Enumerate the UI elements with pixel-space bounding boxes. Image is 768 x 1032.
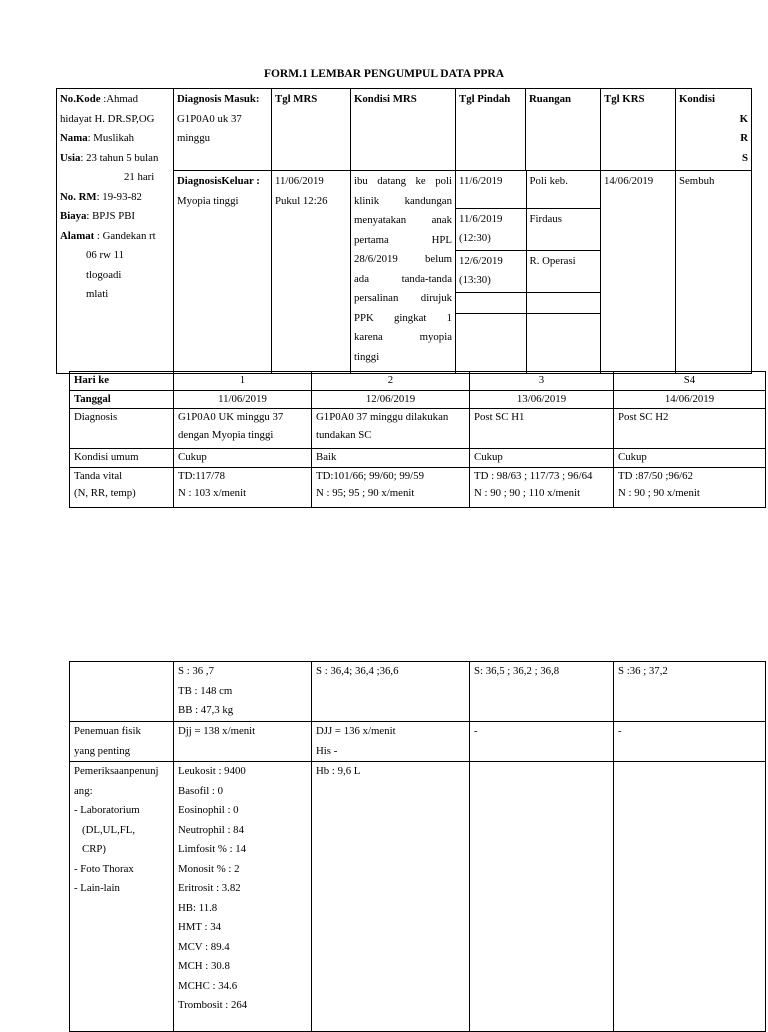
pindah-cell [456, 171, 601, 374]
day-fisik-cell [312, 722, 470, 762]
day-vital-cont [174, 662, 312, 722]
vital-s: S: 36,5 ; 36,2 ; 36,8 [470, 662, 614, 722]
admission-table [56, 88, 752, 374]
vital-td: TD:101/66; 99/60; 99/59 [316, 469, 424, 482]
pindah-subtable [456, 171, 601, 373]
lab-value: Basofil : 0 [178, 784, 223, 797]
lab-value: HMT : 34 [178, 921, 221, 933]
penunjang-label: - Lain-lain [74, 882, 120, 894]
penunjang-label-cell [70, 762, 174, 1032]
kondisi-mrs-line: ibu datang ke poli [354, 175, 452, 187]
day-number: 1 [174, 372, 312, 391]
lab-day3 [470, 762, 614, 1032]
kode-value: :Ahmad hidayat H. DR.SP,OG [60, 93, 155, 125]
lab-values-cell [174, 762, 312, 1032]
tgl-mrs-time: Pukul 12:26 [275, 194, 328, 207]
penunjang-label: - Foto Thorax [74, 862, 134, 875]
kondisi-mrs-line: klinik kandungan [354, 194, 452, 207]
form-title: FORM.1 LEMBAR PENGUMPUL DATA PPRA [263, 68, 505, 80]
daily-table [69, 371, 766, 508]
vital-label-sub: (N, RR, temp) [74, 487, 136, 499]
diagnosis-keluar-label: DiagnosisKeluar : [177, 175, 260, 187]
tanggal-label: Tanggal [70, 390, 174, 409]
diagnosis-label: Diagnosis [70, 409, 174, 449]
vital-s: S : 36 ,7 [178, 665, 214, 677]
kondisi-krs-header [676, 89, 752, 171]
kondisi-umum-label: Kondisi umum [70, 449, 174, 468]
lab-value: Trombosit : 264 [178, 999, 248, 1011]
pindah-tgl [456, 292, 526, 313]
day-fisik: - [470, 722, 614, 762]
vital-label-cell [70, 467, 174, 507]
kondisi-mrs-line: tinggi [354, 350, 380, 363]
vital-n: N : 90 ; 90 x/menit [618, 487, 700, 499]
day-fisik: Djj = 138 x/menit [174, 722, 312, 762]
kondisi-mrs-line: pertama HPL [354, 233, 452, 246]
biaya-label: Biaya [60, 210, 87, 222]
vital-tb: TB : 148 cm [178, 684, 233, 697]
kondisi-mrs-line: PPK gingkat 1 [354, 311, 452, 324]
pindah-ruang [526, 313, 601, 373]
day-date: 13/06/2019 [470, 390, 614, 409]
lab-value: MCH : 30.8 [178, 960, 230, 972]
day-diagnosis: Post SC H1 [470, 409, 614, 449]
diagnosis-masuk-cell [174, 89, 272, 171]
usia-value: : 23 tahun 5 bulan [80, 151, 159, 164]
kondisi-mrs-line: persalinan dirujuk [354, 292, 452, 304]
rm-label: No. RM [60, 190, 97, 203]
lab-value: Eosinophil : 0 [178, 804, 239, 816]
kondisi-mrs-cell [351, 171, 456, 374]
kondisi-label: Kondisi [679, 93, 716, 105]
kondisi-mrs-line: karena myopia [354, 331, 452, 343]
day-fisik: - [614, 722, 766, 762]
kondisi-mrs-line: ada tanda-tanda [354, 272, 452, 285]
day-diagnosis: Post SC H2 [614, 409, 766, 449]
penunjang-label: (DL,UL,FL, [82, 823, 136, 836]
kondisi-mrs-header: Kondisi MRS [351, 89, 456, 171]
vital-bb: BB : 47,3 kg [178, 704, 234, 716]
fisik-label: Penemuan fisik [74, 725, 141, 737]
pindah-ruang: Firdaus [526, 208, 601, 250]
vital-n: N : 95; 95 ; 90 x/menit [316, 487, 415, 499]
day-kondisi: Cukup [470, 449, 614, 468]
kode-label: No.Kode [60, 93, 101, 105]
kondisi-mrs-line: 28/6/2019 belum [354, 253, 452, 265]
lab-value: Leukosit : 9400 [178, 765, 246, 777]
vital-td: TD :87/50 ;96/62 [618, 469, 693, 482]
vital-s: S : 36,4; 36,4 ;36,6 [312, 662, 470, 722]
penunjang-label: ang: [74, 784, 93, 797]
diagnosis-keluar-value: Myopia tinggi [177, 194, 239, 207]
lab-value: Limfosit % : 14 [178, 843, 247, 855]
fisik-his: His - [316, 744, 338, 757]
day-date: 11/06/2019 [174, 390, 312, 409]
day-vital [174, 467, 312, 507]
pindah-tgl: 12/6/2019 (13:30) [456, 250, 526, 292]
diagnosis-masuk-label: Diagnosis Masuk: [177, 93, 260, 105]
pindah-ruang: R. Operasi [526, 250, 601, 292]
day-number: 2 [312, 372, 470, 391]
day-vital [312, 467, 470, 507]
krs-letter: K [739, 112, 748, 125]
pindah-ruang [526, 292, 601, 313]
diagnosis-keluar-cell [174, 171, 272, 374]
usia-label: Usia [60, 151, 81, 164]
vital-label: Tanda vital [74, 469, 123, 482]
day-date: 12/06/2019 [312, 390, 470, 409]
day-date: 14/06/2019 [614, 390, 766, 409]
day-kondisi: Cukup [174, 449, 312, 468]
krs-letter: S [741, 151, 748, 164]
day-number: S4 [614, 372, 766, 391]
alamat-label: Alamat [60, 229, 95, 242]
alamat-line: 06 rw 11 [86, 249, 124, 261]
vital-td: TD : 98/63 ; 117/73 ; 96/64 [474, 469, 593, 482]
lab-value: MCHC : 34.6 [178, 979, 238, 992]
alamat-line: mlati [86, 288, 109, 300]
day-kondisi: Baik [312, 449, 470, 468]
tgl-krs-header: Tgl KRS [601, 89, 676, 171]
day-fisik: DJJ = 136 x/menit [316, 725, 396, 737]
day-diagnosis: G1P0A0 37 minggu dilakukan tundakan SC [312, 409, 470, 449]
krs-letter: R [740, 132, 748, 144]
tgl-pindah-header: Tgl Pindah [456, 89, 526, 171]
kondisi-krs-cell: Sembuh [676, 171, 752, 374]
ruangan-header: Ruangan [526, 89, 601, 171]
day-number: 3 [470, 372, 614, 391]
kondisi-mrs-line: menyatakan anak [354, 214, 452, 226]
vital-n: N : 90 ; 90 ; 110 x/menit [474, 487, 581, 499]
lab-value: MCV : 89.4 [178, 940, 230, 953]
day-kondisi: Cukup [614, 449, 766, 468]
diagnosis-masuk-value: G1P0A0 uk 37 minggu [177, 112, 242, 144]
tgl-mrs-cell [272, 171, 351, 374]
alamat-line: tlogoadi [86, 268, 122, 281]
pindah-tgl: 11/6/2019 [456, 171, 526, 208]
day-vital [470, 467, 614, 507]
fisik-label-sub: yang penting [74, 744, 131, 757]
continuation-table [69, 661, 766, 1032]
biaya-value: : BPJS PBI [86, 210, 136, 222]
lab-value: Monosit % : 2 [178, 862, 240, 875]
tgl-mrs-value: 11/06/2019 [275, 175, 324, 187]
tgl-krs-cell: 14/06/2019 [601, 171, 676, 374]
lab-value: Eritrosit : 3.82 [178, 882, 241, 894]
tgl-mrs-header: Tgl MRS [272, 89, 351, 171]
pindah-tgl [456, 313, 526, 373]
penunjang-label: - Laboratorium [74, 804, 140, 816]
nama-label: Nama [60, 132, 88, 144]
pindah-ruang: Poli keb. [526, 171, 601, 208]
usia-cont: 21 hari [124, 171, 155, 183]
lab-day4 [614, 762, 766, 1032]
lab-day2: Hb : 9,6 L [312, 762, 470, 1032]
penunjang-label: Pemeriksaanpenunj [74, 765, 159, 777]
pindah-tgl: 11/6/2019 (12:30) [456, 208, 526, 250]
alamat-value: : Gandekan rt [96, 229, 156, 242]
nama-value: : Muslikah [87, 132, 135, 144]
day-vital [614, 467, 766, 507]
hari-label: Hari ke [70, 372, 174, 391]
lab-value: Neutrophil : 84 [178, 823, 244, 836]
rm-value: : 19-93-82 [96, 190, 142, 203]
vital-n: N : 103 x/menit [178, 487, 247, 499]
penunjang-label: CRP) [82, 843, 107, 855]
vital-td: TD:117/78 [178, 469, 225, 482]
blank-label-cell [70, 662, 174, 722]
patient-info-cell [57, 89, 174, 374]
fisik-label-cell [70, 722, 174, 762]
lab-value: HB: 11.8 [178, 901, 218, 914]
vital-s: S :36 ; 37,2 [614, 662, 766, 722]
day-diagnosis: G1P0A0 UK minggu 37 dengan Myopia tinggi [174, 409, 312, 449]
